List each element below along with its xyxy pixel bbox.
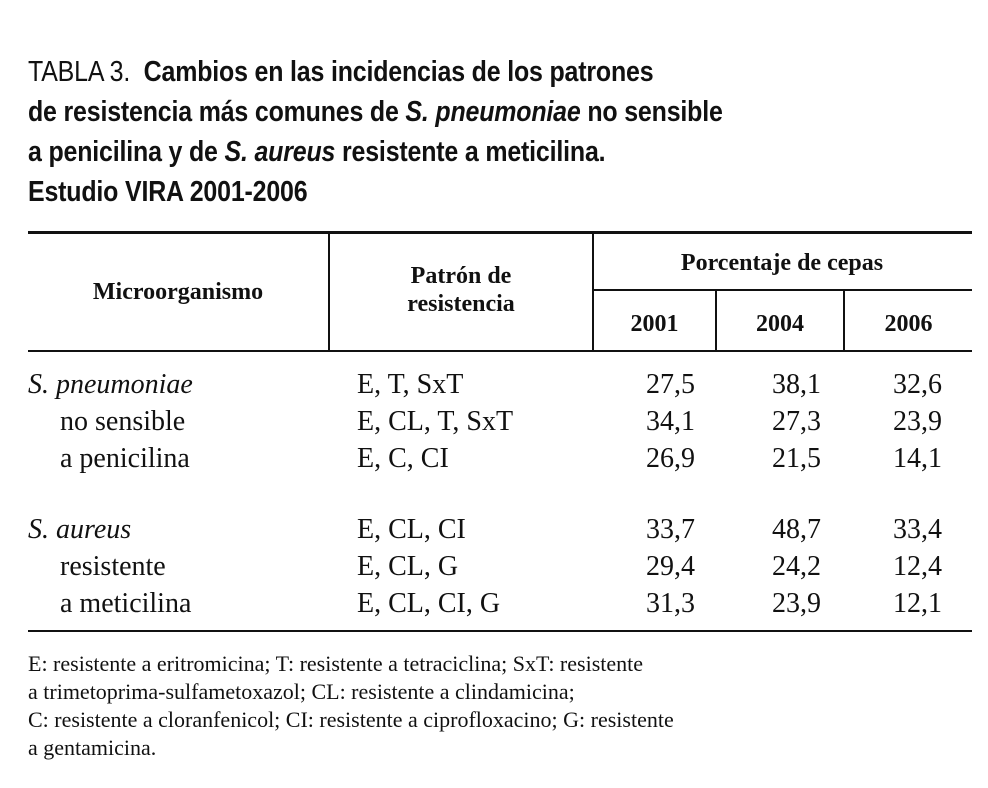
pattern-cell: E, CL, T, SxT (357, 406, 514, 437)
organism-cell: S. aureus resistente a meticilina (28, 514, 192, 619)
value-cell: 27,3 (772, 406, 821, 437)
value-cell: 34,1 (646, 406, 695, 437)
footnote-line: a trimetoprima-sulfametoxazol; CL: resistente a clindamicina; (28, 679, 575, 704)
value-cell: 12,1 (893, 588, 942, 619)
organism-cell: S. pneumoniae no sensible a penicilina (28, 369, 193, 474)
footnote-line: E: resistente a eritromicina; T: resistente a tetraciclina; SxT: resistente (28, 651, 644, 676)
value-cell: 24,2 (772, 551, 821, 582)
pattern-cell: E, CL, CI, G (357, 588, 501, 619)
value-cell: 48,7 (772, 514, 821, 545)
table-footnote (28, 650, 968, 762)
table-title (28, 52, 836, 212)
column-header-microorganism: Microorganismo (92, 279, 264, 305)
table-label: TABLA 3. (28, 56, 131, 88)
value-cell: 12,4 (893, 551, 942, 582)
column-header-year: 2004 (756, 311, 804, 337)
value-cell: 33,7 (646, 514, 695, 545)
footnote-line: C: resistente a cloranfenicol; CI: resistente a ciprofloxacino; G: resistente (28, 707, 674, 732)
pattern-cell: E, CL, G (357, 551, 459, 582)
value-column-2004 (717, 366, 821, 477)
header-bottom-rule (28, 350, 972, 352)
value-cell: 23,9 (772, 588, 821, 619)
value-column-2006 (845, 511, 942, 622)
footnote-line: a gentamicina. (28, 735, 157, 760)
value-cell: 14,1 (893, 443, 942, 474)
column-header-year: 2001 (630, 311, 679, 337)
organism-name-italic: S. pneumoniae (405, 96, 581, 128)
organism-name: S. pneumoniae (28, 369, 193, 400)
table-top-rule (28, 231, 972, 234)
value-cell: 38,1 (772, 369, 821, 400)
value-cell: 21,5 (772, 443, 821, 474)
percentage-subheader-rule (592, 289, 972, 291)
title-line-1: TABLA 3. Cambios en las incidencias de los patrones (28, 56, 654, 88)
pattern-cell: E, T, SxT (357, 369, 464, 400)
table-bottom-rule (28, 630, 972, 632)
column-header-pattern: Patrón de resistencia (407, 263, 515, 317)
column-header-percentage: Porcentaje de cepas (680, 250, 884, 276)
title-line-2: de resistencia más comunes de S. pneumoniae no sensible (28, 96, 723, 128)
pattern-cell: E, CL, CI (357, 514, 466, 545)
table-row (357, 366, 513, 477)
column-header-year: 2006 (884, 311, 933, 337)
organism-name-italic: S. aureus (224, 136, 336, 168)
value-column-2001 (594, 366, 695, 477)
value-cell: 27,5 (646, 369, 695, 400)
value-cell: 29,4 (646, 551, 695, 582)
title-line-3: a penicilina y de S. aureus resistente a meticilina. (28, 136, 606, 168)
value-cell: 32,6 (893, 369, 942, 400)
organism-name: S. aureus (28, 514, 132, 545)
value-column-2004 (717, 511, 821, 622)
title-line-4: Estudio VIRA 2001-2006 (28, 176, 308, 208)
value-cell: 26,9 (646, 443, 695, 474)
value-column-2001 (594, 511, 695, 622)
pattern-cell: E, C, CI (357, 443, 449, 474)
value-cell: 31,3 (646, 588, 695, 619)
value-cell: 33,4 (893, 514, 942, 545)
value-cell: 23,9 (893, 406, 942, 437)
table-row (357, 511, 500, 622)
value-column-2006 (845, 366, 942, 477)
